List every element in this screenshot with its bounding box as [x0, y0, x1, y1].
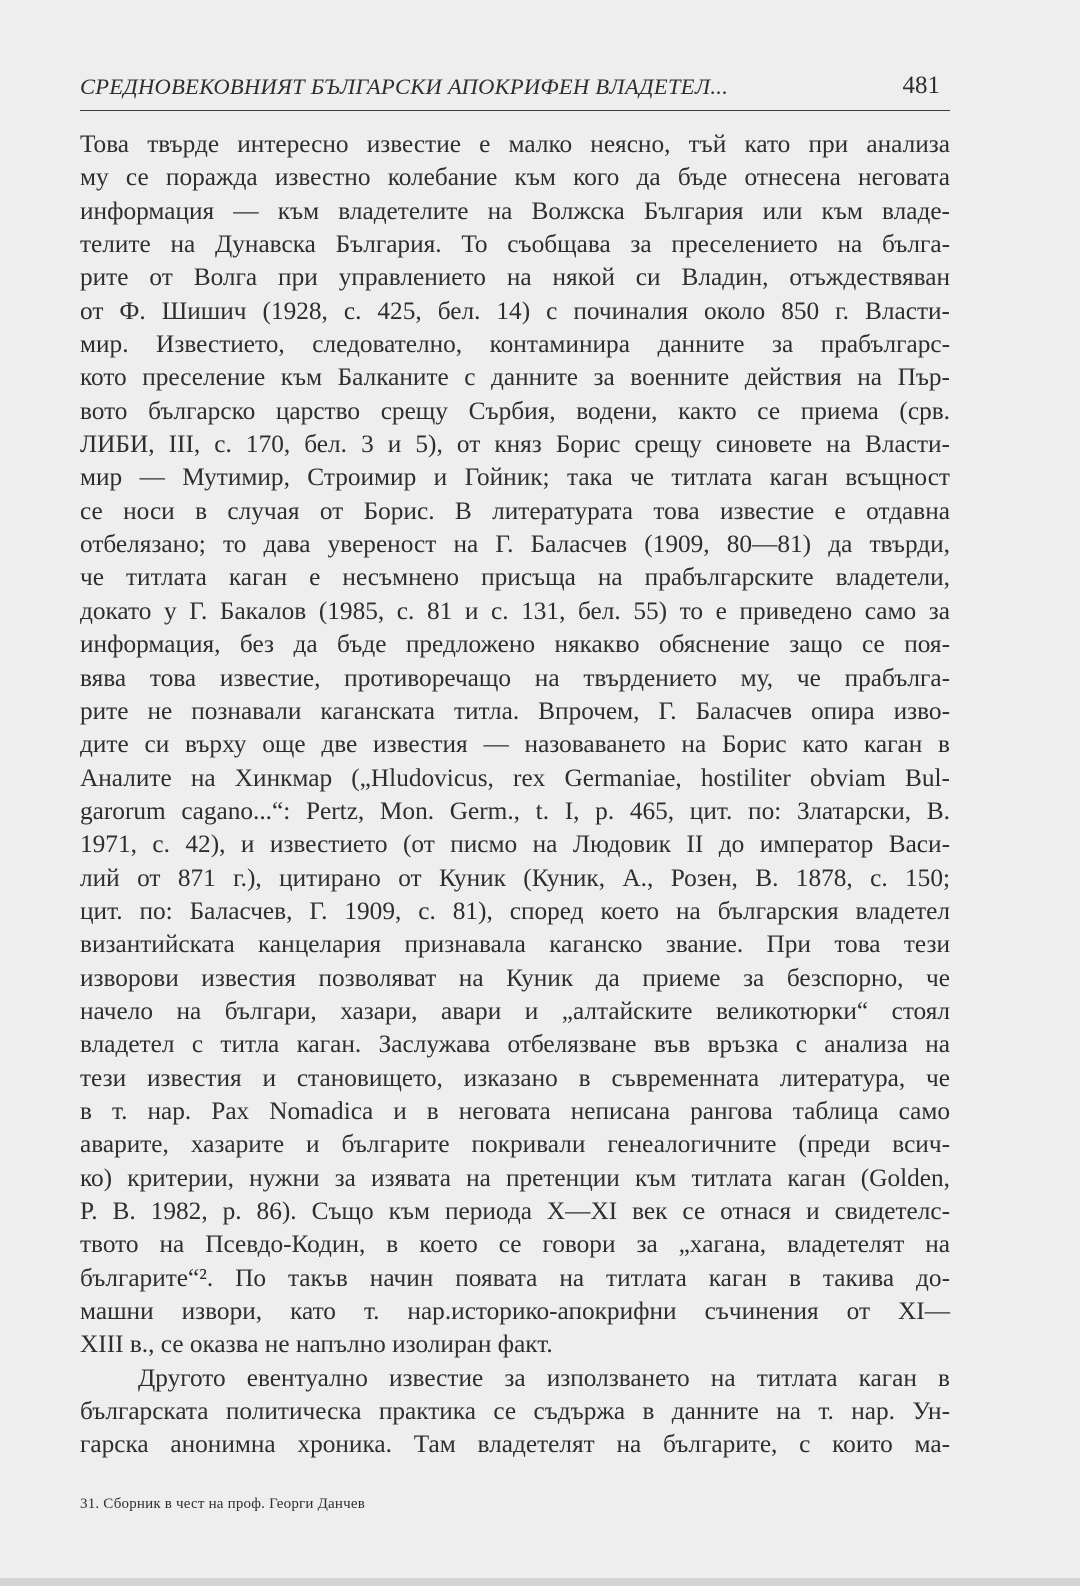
text-line: мир. Известието, следователно, контаминира данните за прабългарс- — [80, 330, 950, 359]
text-line: се носи в случая от Борис. В литературата това известие е отдавна — [80, 496, 950, 525]
text-line: кото преселение към Балканите с данните за военните действия на Пър- — [80, 363, 950, 392]
text-line: ЛИБИ, III, с. 170, бел. 3 и 5), от княз Борис срещу синовете на Власти- — [80, 430, 950, 459]
text-line: отбелязано; то дава увереност на Г. Баласчев (1909, 80—81) да твърди, — [80, 530, 950, 559]
text-line: garorum cagano...“: Pertz, Mon. Germ., t. I, p. 465, цит. по: Златарски, В. — [80, 796, 950, 825]
text-line: телите на Дунавска България. То съобщава за преселението на бълга- — [80, 230, 950, 259]
text-line: рите не познавали каганската титла. Впрочем, Г. Баласчев опира изво- — [80, 696, 950, 725]
text-line: българската политическа практика се съдържа в данните на т. нар. Ун- — [80, 1397, 950, 1426]
paragraph-first-line: Другото евентуално известие за използването на титлата каган в — [138, 1363, 950, 1392]
text-line: владетел с титла каган. Заслужава отбелязване във връзка с анализа на — [80, 1030, 950, 1059]
body-text — [80, 128, 950, 1462]
page-edge-shadow — [0, 1578, 1080, 1586]
text-line: цит. по: Баласчев, Г. 1909, с. 81), според което на българския владетел — [80, 896, 950, 925]
text-line: му се поражда известно колебание към кого да бъде отнесена неговата — [80, 163, 950, 192]
signature-footer: 31. Сборник в чест на проф. Георги Данчев — [80, 1496, 365, 1512]
text-line: изворови известия позволяват на Куник да приеме за безспорно, че — [80, 963, 950, 992]
running-title: СРЕДНОВЕКОВНИЯТ БЪЛГАРСКИ АПОКРИФЕН ВЛАДЕТЕЛ... — [80, 74, 729, 99]
text-line: ко) критерии, нужни за изявата на претенции към титлата каган (Golden, — [80, 1163, 950, 1192]
text-line: мир — Мутимир, Строимир и Гойник; така че титлата каган всъщност — [80, 463, 950, 492]
text-line: вото българско царство срещу Сърбия, водени, както се приема (срв. — [80, 396, 950, 425]
text-line: в т. нар. Pax Nomadica и в неговата неписана рангова таблица само — [80, 1096, 950, 1125]
text-line: тези известия и становището, изказано в съвременната литература, че — [80, 1063, 950, 1092]
text-line: гарска анонимна хроника. Там владетелят на българите, с които ма- — [80, 1430, 950, 1459]
text-line: машни извори, като т. нар.историко-апокрифни съчинения от XI— — [80, 1297, 950, 1326]
page-number: 481 — [902, 72, 940, 99]
text-line: Това твърде интересно известие е малко неясно, тъй като при анализа — [80, 130, 950, 158]
text-line: аварите, хазарите и българите покривали генеалогичните (преди всич- — [80, 1130, 950, 1159]
text-line: информация, без да бъде предложено някакво обяснение защо се поя- — [80, 630, 950, 659]
text-line: P. B. 1982, p. 86). Също към периода X—XI век се отнася и свидетелс- — [80, 1197, 950, 1225]
text-line: информация — към владетелите на Волжска България или към владе- — [80, 196, 950, 225]
text-line: твото на Псевдо-Кодин, в което се говори за „хагана, владетелят на — [80, 1230, 950, 1259]
text-line: българите“². По такъв начин появата на титлата каган в такива до- — [80, 1263, 950, 1292]
text-line: Аналите на Хинкмар („Hludovicus, rex Germaniae, hostiliter obviam Bul- — [80, 763, 950, 792]
text-line: вява това известие, противоречащо на твърдението му, че прабълга- — [80, 663, 950, 692]
text-line: лий от 871 г.), цитирано от Куник (Куник, А., Розен, В. 1878, с. 150; — [80, 863, 950, 892]
text-line: XIII в., се оказва не напълно изолиран факт. — [80, 1330, 553, 1359]
text-line: докато у Г. Бакалов (1985, с. 81 и с. 131, бел. 55) то е приведено само за — [80, 596, 950, 625]
text-line: византийската канцелария признавала каганско звание. При това тези — [80, 930, 950, 959]
text-line: от Ф. Шишич (1928, с. 425, бел. 14) с починалия около 850 г. Власти- — [80, 296, 950, 325]
text-line: начело на българи, хазари, авари и „алтайските великотюрки“ стоял — [80, 996, 950, 1025]
text-line: че титлата каган е несъмнено присъща на прабългарските владетели, — [80, 563, 950, 592]
text-line: 1971, с. 42), и известието (от писмо на Людовик II до император Васи- — [80, 830, 950, 859]
text-line: дите си върху още две известия — назоваването на Борис като каган в — [80, 730, 950, 759]
text-line: рите от Волга при управлението на някой си Владин, отъждествяван — [80, 263, 950, 292]
running-header — [80, 74, 950, 111]
